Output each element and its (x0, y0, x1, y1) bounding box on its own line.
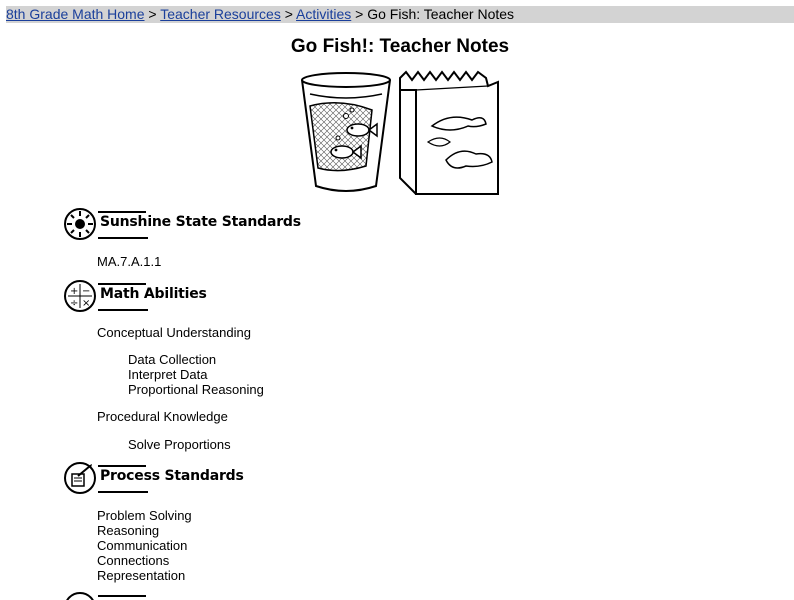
section-title: Process Standards (100, 468, 244, 484)
ability-category: Conceptual Understanding (97, 325, 251, 340)
process-standard-item: Problem Solving (97, 508, 192, 523)
breadcrumb-link-home[interactable]: 8th Grade Math Home (6, 6, 145, 22)
breadcrumb-separator: > (144, 6, 161, 22)
breadcrumb-separator: > (280, 6, 297, 22)
ability-item: Interpret Data (128, 367, 208, 382)
process-standard-item: Representation (97, 568, 186, 583)
ability-item: Proportional Reasoning (128, 382, 264, 397)
section-icon (64, 592, 96, 600)
breadcrumb-separator: > (351, 6, 368, 22)
svg-text:×: × (82, 298, 91, 309)
section-header-process-standards (64, 462, 244, 498)
section-title: Math Abilities (100, 286, 207, 302)
process-icon (64, 462, 96, 494)
process-standard-item: Connections (97, 553, 170, 568)
section-title: Sunshine State Standards (100, 214, 301, 230)
svg-text:+: + (70, 286, 79, 297)
process-standard-item: Reasoning (97, 523, 160, 538)
page-title: Go Fish!: Teacher Notes (290, 36, 510, 57)
svg-text:÷: ÷ (70, 298, 79, 309)
math-operators-icon (64, 280, 96, 312)
breadcrumb (6, 6, 794, 23)
breadcrumb-current: Go Fish: Teacher Notes (367, 6, 515, 22)
ability-item: Solve Proportions (128, 437, 231, 452)
cup-with-fish-net-and-paper-bag-icon (300, 68, 502, 198)
process-standard-item: Communication (97, 538, 188, 553)
standard-code: MA.7.A.1.1 (97, 254, 162, 269)
section-header-next (64, 592, 164, 600)
section-header-sunshine-state-standards (64, 208, 301, 244)
breadcrumb-link-teacher-resources[interactable]: Teacher Resources (160, 6, 281, 22)
ability-category: Procedural Knowledge (97, 409, 228, 424)
sun-icon (64, 208, 96, 240)
svg-text:−: − (82, 286, 91, 297)
breadcrumb-link-activities[interactable]: Activities (296, 6, 352, 22)
section-header-math-abilities (64, 280, 207, 316)
ability-item: Data Collection (128, 352, 217, 367)
